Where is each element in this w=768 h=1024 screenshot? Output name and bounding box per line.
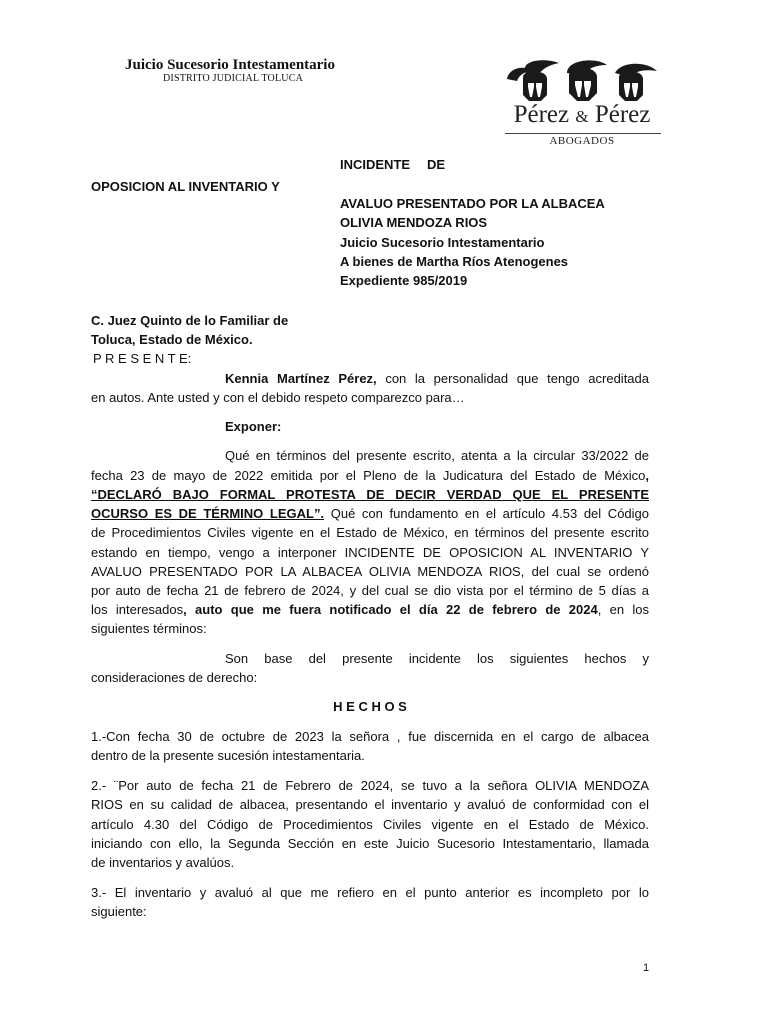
- body-line: consideraciones de derecho:: [91, 670, 258, 685]
- body-line: de Procedimientos Civiles vigente en el Estado de México, en términos del presente escrito: [91, 525, 649, 540]
- body-line: por auto de fecha 21 de febrero de 2024, y del cual se dio vista por el término de 5 días a: [91, 583, 649, 598]
- body-text: Qué con fundamento en el artículo 4.53 del Código: [324, 506, 650, 521]
- caption-line: AVALUO PRESENTADO POR LA ALBACEA: [340, 196, 605, 211]
- body-line: Qué en términos del presente escrito, atenta a la circular 33/2022 de: [225, 448, 649, 463]
- firm-logo: [497, 57, 667, 149]
- hecho-3-line: 3.- El inventario y avaluó al que me refiero en el punto anterior es incompleto por lo: [91, 885, 649, 900]
- body-line: [91, 466, 649, 486]
- addressee-presente: P R E S E N T E:: [93, 351, 192, 366]
- logo-name-left: Pérez: [513, 101, 570, 128]
- logo-subtitle: ABOGADOS: [549, 135, 615, 147]
- caption-line: Expediente 985/2019: [340, 273, 468, 288]
- hechos-heading: H E C H O S: [333, 699, 407, 714]
- intro-name: Kennia Martínez Pérez,: [225, 371, 377, 386]
- body-line: AVALUO PRESENTADO POR LA ALBACEA OLIVIA MENDOZA RIOS, del cual se ordenó: [91, 564, 649, 579]
- body-line: estando en tiempo, vengo a interponer INCIDENTE DE OPOSICION AL INVENTARIO Y: [91, 545, 649, 560]
- body-line: siguientes términos:: [91, 621, 207, 636]
- spartan-helmets-icon: [497, 57, 667, 103]
- body-line: [91, 600, 649, 620]
- body-text: , auto que me fuera notificado el día 22 de febrero de 2024: [183, 602, 598, 617]
- logo-name-right: Pérez: [594, 101, 651, 128]
- body-declaration: “DECLARÓ BAJO FORMAL PROTESTA DE DECIR VERDAD QUE EL PRESENTE: [91, 487, 649, 502]
- hecho-2-line: RIOS en su calidad de albacea, presentando el inventario y avaluó de conformidad con el: [91, 797, 649, 812]
- caption-de: DE: [427, 157, 446, 172]
- hecho-3-line: siguiente:: [91, 904, 147, 919]
- hecho-1-line: dentro de la presente sucesión intestamentaria.: [91, 748, 365, 763]
- caption-oposicion: OPOSICION AL INVENTARIO Y: [91, 179, 280, 194]
- body-declaration: OCURSO ES DE TÉRMINO LEGAL”.: [91, 506, 325, 521]
- intro-rest: con la personalidad que tengo acreditada: [376, 371, 649, 386]
- body-line: [91, 504, 649, 524]
- caption-line: A bienes de Martha Ríos Atenogenes: [340, 254, 569, 269]
- exponer-heading: Exponer:: [225, 419, 282, 434]
- addressee-line-2: Toluca, Estado de México.: [91, 332, 253, 347]
- body-line: Son base del presente incidente los siguientes hechos y: [225, 651, 649, 666]
- hecho-1-line: 1.-Con fecha 30 de octubre de 2023 la señora , fue discernida en el cargo de albacea: [91, 729, 649, 744]
- hecho-2-line: artículo 4.30 del Código de Procedimientos Civiles vigente en el Estado de México.: [91, 817, 649, 832]
- logo-wordmark: [497, 101, 667, 129]
- hecho-2-line: 2.- ¨Por auto de fecha 21 de Febrero de 2024, se tuvo a la señora OLIVIA MENDOZA: [91, 778, 649, 793]
- body-text: ,: [645, 468, 649, 483]
- logo-ampersand: &: [575, 107, 589, 126]
- logo-divider: [505, 133, 661, 134]
- hecho-2-line: de inventarios y avalúos.: [91, 855, 235, 870]
- body-text: , en los: [597, 602, 650, 617]
- caption-incidente: INCIDENTE: [340, 157, 411, 172]
- page-number: 1: [643, 962, 650, 974]
- caption-line: OLIVIA MENDOZA RIOS: [340, 215, 488, 230]
- intro-line-2: en autos. Ante usted y con el debido respeto comparezco para…: [91, 390, 465, 405]
- intro-line-1: [225, 369, 649, 389]
- addressee-line-1: C. Juez Quinto de lo Familiar de: [91, 313, 289, 328]
- body-text: los interesados: [91, 602, 184, 617]
- body-text: fecha 23 de mayo de 2022 emitida por el Pleno de la Judicatura del Estado de México: [91, 468, 646, 483]
- hecho-2-line: iniciando con ello, la Segunda Sección en este Juicio Sucesorio Intestamentario, llamada: [91, 836, 649, 851]
- header-title: Juicio Sucesorio Intestamentario: [125, 57, 335, 73]
- header-district: DISTRITO JUDICIAL TOLUCA: [163, 73, 303, 84]
- caption-line: Juicio Sucesorio Intestamentario: [340, 235, 545, 250]
